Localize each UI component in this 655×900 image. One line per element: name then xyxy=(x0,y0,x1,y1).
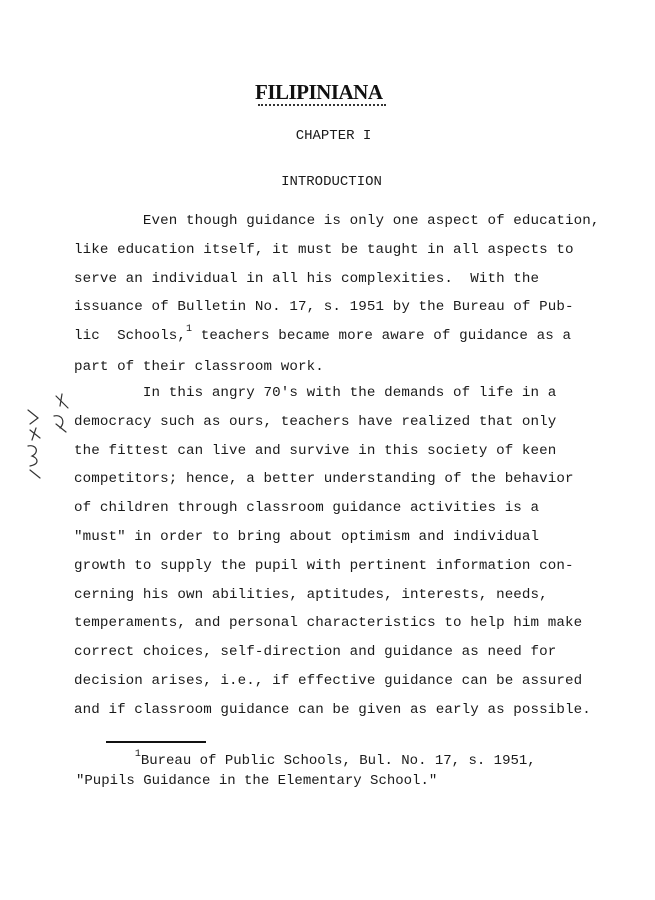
paragraph-2-line: the fittest can live and survive in this society of keen xyxy=(74,442,557,459)
paragraph-1-line-5-start: lic Schools, xyxy=(74,328,186,345)
paragraph-2-line: cerning his own abilities, aptitudes, interests, needs, xyxy=(74,586,548,603)
stamp-underline xyxy=(258,104,386,106)
paragraph-1-line-1: Even though guidance is only one aspect of education, xyxy=(74,213,600,229)
paragraph-1-line-6: part of their classroom work. xyxy=(74,358,324,375)
footnote-number: 1 xyxy=(134,749,141,760)
paragraph-2-line: correct choices, self-direction and guidance as need for xyxy=(74,644,557,661)
footnote-line-1: Bureau of Public Schools, Bul. No. 17, s. 1951, xyxy=(140,753,536,769)
section-heading: INTRODUCTION xyxy=(281,174,382,190)
paragraph-2-line: In this angry 70's with the demands of life in a xyxy=(74,385,557,401)
paragraph-2-line: and if classroom guidance can be given as early as possible. xyxy=(74,701,591,718)
paragraph-2-line: of children through classroom guidance activities is a xyxy=(74,500,540,517)
paragraph-1-line-5-end: teachers became more aware of guidance as a xyxy=(192,328,572,345)
footnote-line-2: "Pupils Guidance in the Elementary School." xyxy=(76,773,438,789)
filipiniana-stamp: FILIPINIANA xyxy=(255,80,383,104)
footnote-divider xyxy=(106,741,206,743)
footnote-reference: 1 xyxy=(185,324,193,336)
paragraph-2-line: "must" in order to bring about optimism and individual xyxy=(74,528,540,545)
paragraph-1-line-3: serve an individual in all his complexities. With the xyxy=(74,270,540,287)
paragraph-1-line-2: like education itself, it must be taught in all aspects to xyxy=(74,241,574,258)
paragraph-2-line: temperaments, and personal characteristics to help him make xyxy=(74,615,583,632)
paragraph-2 xyxy=(74,379,589,725)
paragraph-2-line: decision arises, i.e., if effective guidance can be assured xyxy=(74,672,583,689)
footnote xyxy=(76,749,576,791)
paragraph-2-line: growth to supply the pupil with pertinent information con- xyxy=(74,557,574,574)
handwritten-margin-note xyxy=(16,388,76,488)
paragraph-1-line-4: issuance of Bulletin No. 17, s. 1951 by the Bureau of Pub- xyxy=(74,299,574,316)
chapter-heading: CHAPTER I xyxy=(295,128,372,144)
paragraph-2-line: competitors; hence, a better understanding of the behavior xyxy=(74,471,574,488)
paragraph-1 xyxy=(74,207,600,382)
paragraph-2-line: democracy such as ours, teachers have realized that only xyxy=(74,413,557,430)
